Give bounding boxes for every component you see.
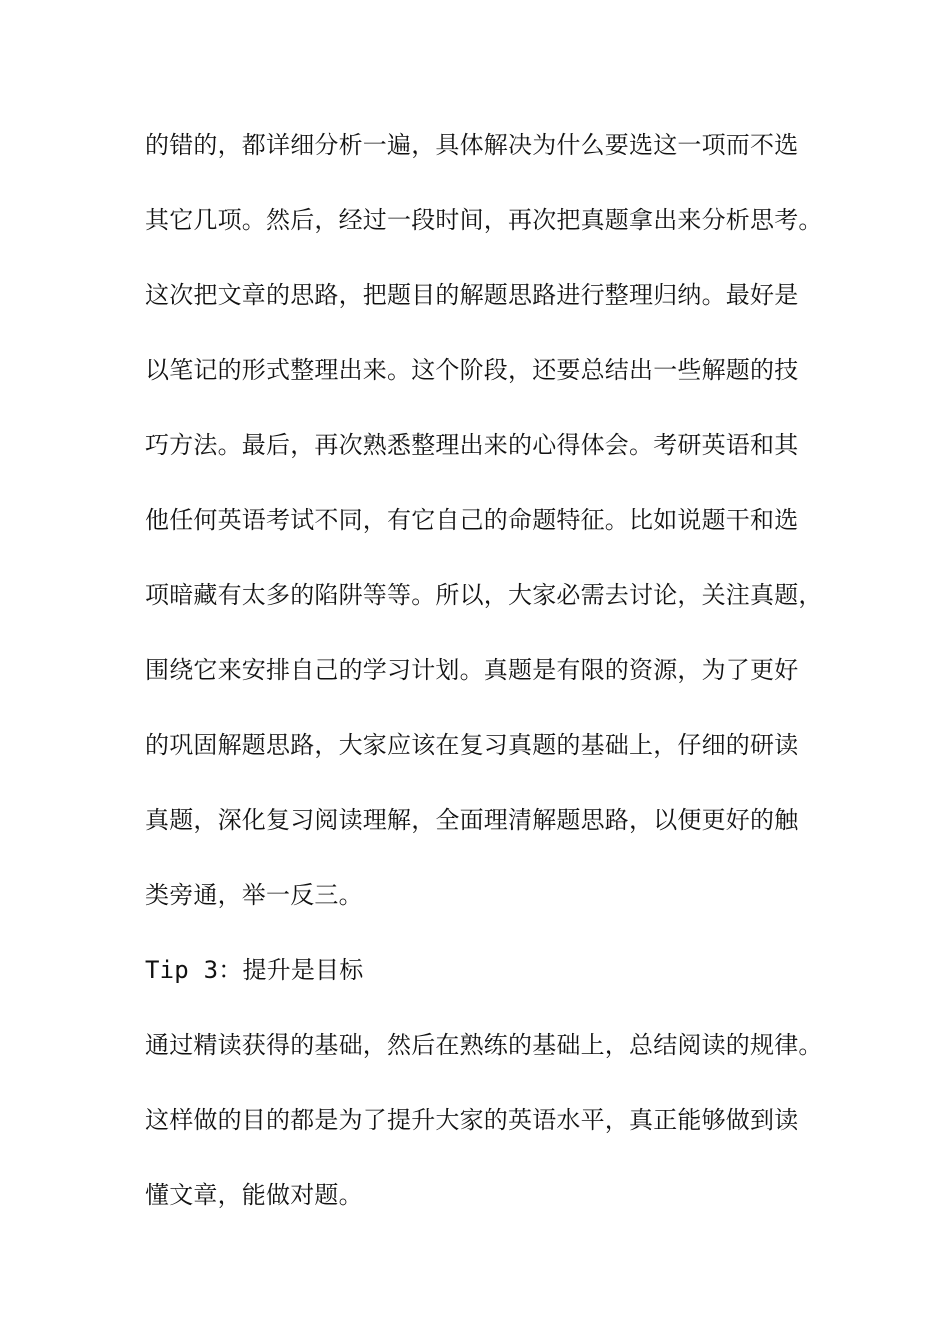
- paragraph-1-line: 以笔记的形式整理出来。这个阶段，还要总结出一些解题的技: [145, 356, 799, 384]
- paragraph-1-line: 的巩固解题思路，大家应该在复习真题的基础上，仔细的研读: [145, 731, 799, 759]
- paragraph-2-line: 通过精读获得的基础，然后在熟练的基础上，总结阅读的规律。: [145, 1031, 823, 1059]
- paragraph-1-line: 项暗藏有太多的陷阱等等。所以，大家必需去讨论，关注真题，: [145, 581, 823, 609]
- paragraph-1-line: 其它几项。然后，经过一段时间，再次把真题拿出来分析思考。: [145, 206, 823, 234]
- paragraph-2-line: 懂文章，能做对题。: [145, 1181, 363, 1209]
- document-body: [145, 130, 845, 1255]
- paragraph-2-line: 这样做的目的都是为了提升大家的英语水平，真正能够做到读: [145, 1106, 799, 1134]
- paragraph-1-line: 类旁通，举一反三。: [145, 881, 363, 909]
- heading-title: 提升是目标: [242, 956, 364, 984]
- section-heading: [145, 955, 845, 985]
- paragraph-1-line: 真题，深化复习阅读理解，全面理清解题思路，以便更好的触: [145, 806, 799, 834]
- paragraph-1-line: 围绕它来安排自己的学习计划。真题是有限的资源，为了更好: [145, 656, 799, 684]
- paragraph-1-line: 的错的，都详细分析一遍，具体解决为什么要选这一项而不选: [145, 131, 799, 159]
- heading-prefix: Tip 3：: [145, 956, 243, 984]
- paragraph-1-line: 巧方法。最后，再次熟悉整理出来的心得体会。考研英语和其: [145, 431, 799, 459]
- paragraph-1-line: 这次把文章的思路，把题目的解题思路进行整理归纳。最好是: [145, 281, 799, 309]
- paragraph-1-line: 他任何英语考试不同，有它自己的命题特征。比如说题干和选: [145, 506, 799, 534]
